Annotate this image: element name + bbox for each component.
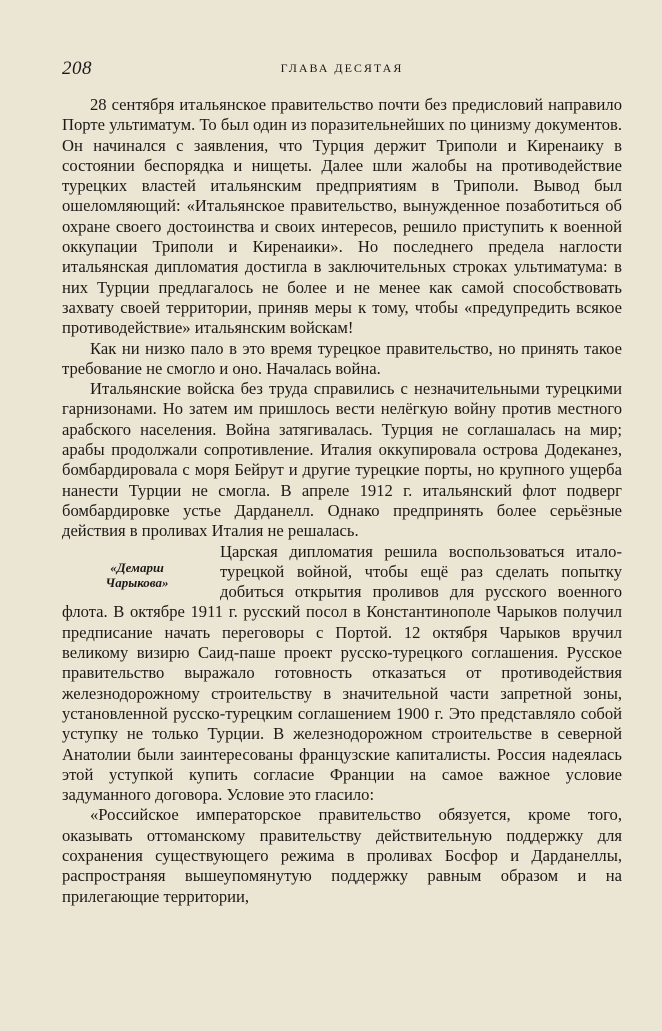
paragraph-war-begins: Как ни низко пало в это время турецкое правительство, но принять такое требование не смогло и оно. Началась война. — [62, 338, 622, 378]
body-text — [62, 95, 622, 907]
paragraph-italian-campaign: Итальянские войска без труда справились с незначительными турецкими гарнизонами. Но затем им пришлось вести нелёгкую войну против местного арабского населения. Война затягивалась. Турция не соглашалась на мир; арабы продолжали сопротивление. Италия оккупировала острова Додеканез, бомбардировала с моря Бейрут и другие турецкие порты, но крупного ущерба нанести Турции не смогла. В апреле 1912 г. итальянский флот подверг бомбардировке устье Дарданелл. Однако предпринять более серьёзные действия в проливах Италия не решалась. — [62, 379, 622, 541]
marginal-note — [62, 542, 212, 602]
sidenote-section — [62, 542, 622, 806]
paragraph-ultimatum: 28 сентября итальянское правительство почти без предисловий направило Порте ультиматум. То был один из поразительнейших по цинизму документов. Он начинался с заявления, что Турция держит Триполи и Киренаику в состоянии беспорядка и нищеты. Далее шли жалобы на противодействие турецких властей итальянским предприятиям в Триполи. Вывод был ошеломляющий: «Итальянское правительство, вынужденное позаботиться об охране своего достоинства и своих интересов, решило приступить к военной оккупации Триполи и Киренаики». Но последнего предела наглости итальянская дипломатия достигла в заключительных строках ультиматума: в них Турции предлагалось не более и не менее как самой способствовать захвату своей территории, приняв меры к тому, чтобы «предупредить всякое противодействие» итальянским войскам! — [62, 95, 622, 338]
running-title: ГЛАВА ДЕСЯТАЯ — [280, 61, 404, 75]
marginal-note-line1: «Демарш — [110, 559, 164, 575]
paragraph-charykov: Царская дипломатия решила воспользоваться итало-турецкой войной, чтобы ещё раз сделать попытку добиться открытия проливов для русского военного флота. В октябре 1911 г. русский посол в Константинополе Чарыков получил предписание начать переговоры с Портой. 12 октября Чарыков вручил великому визирю Саид-паше проект русско-турецкого соглашения. Русское правительство выражало готовность отказаться от противодействия железнодорожному строительству в значительной части запретной зоны, установленной русско-турецким соглашением 1900 г. Это представляло собой уступку не только Турции. В железнодорожном строительстве в северной Анатолии были заинтересованы французские капиталисты. Россия надеялась этой уступкой купить согласие Франции на самое важное условие задуманного договора. Условие это гласило: — [62, 541, 622, 805]
page-number: 208 — [62, 58, 92, 79]
paragraph-quote: «Российское императорское правительство обязуется, кроме того, оказывать оттоманскому правительству действительную поддержку для сохранения существующего режима в проливах Босфор и Дарданеллы, распространяя вышеупомянутую поддержку равным образом и на прилегающие территории, — [62, 805, 622, 906]
marginal-note-line2: Чарыкова» — [105, 574, 169, 590]
page-header — [62, 58, 622, 82]
